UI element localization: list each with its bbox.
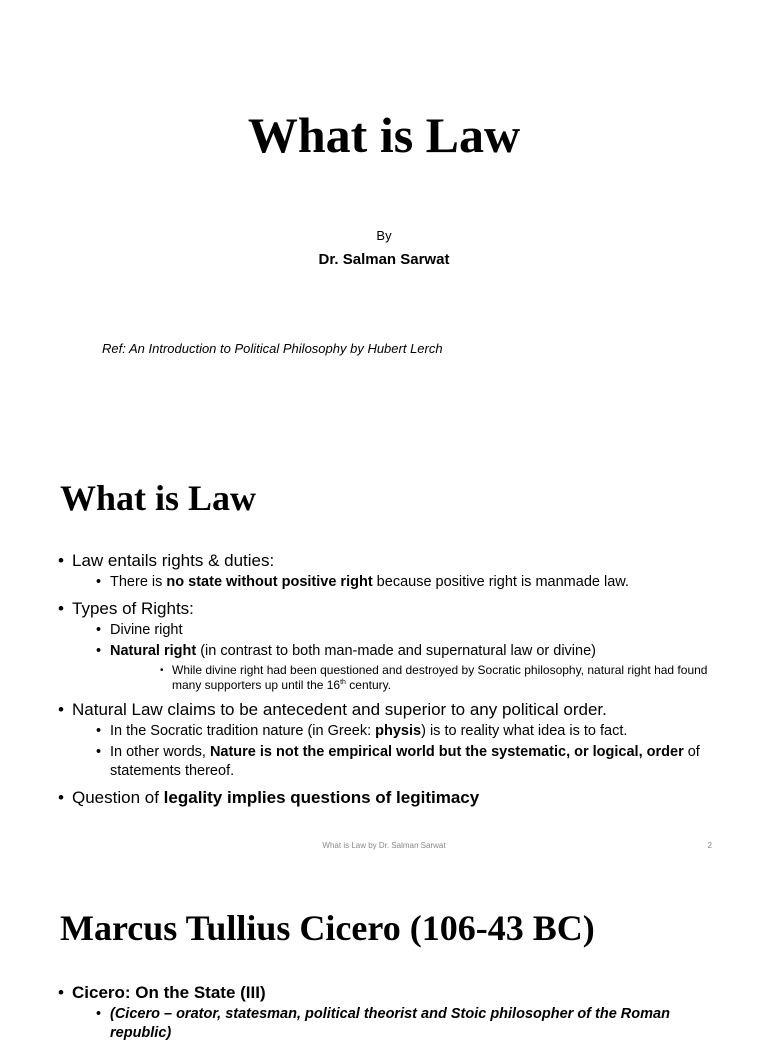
list-item	[160, 663, 718, 693]
slide-body	[58, 550, 718, 808]
bullet-text: In other words,	[110, 744, 210, 760]
bold-text: Natural right	[110, 643, 197, 659]
list-item	[96, 743, 718, 781]
bullet-list	[58, 982, 718, 1043]
slide-body	[58, 982, 718, 1043]
list-item	[58, 598, 718, 693]
bullet-text: Divine right	[110, 622, 183, 638]
bullet-text: There is	[110, 574, 167, 590]
bold-text: physis	[375, 723, 422, 739]
title-slide	[0, 0, 768, 432]
content-slide-2	[0, 432, 768, 864]
slide-title: Marcus Tullius Cicero (106-43 BC)	[60, 908, 595, 948]
bullet-text: of statements thereof.	[110, 744, 700, 779]
bullet-list	[58, 550, 718, 808]
list-item	[58, 787, 718, 808]
page-number: 2	[707, 841, 712, 850]
author-name: Dr. Salman Sarwat	[318, 251, 450, 268]
presentation-title: What is Law	[247, 107, 521, 163]
bullet-text: ) is to reality what idea is to fact.	[421, 723, 628, 739]
bold-italic-text: (Cicero – orator, statesman, political theorist and Stoic philosopher of the Roman republic)	[110, 1006, 670, 1041]
slide-footer: What is Law by Dr. Salman Sarwat	[322, 841, 446, 850]
content-slide-3	[0, 864, 768, 1041]
bullet-text: In the Socratic tradition nature (in Greek:	[110, 723, 376, 739]
bullet-text: Natural Law claims to be antecedent and superior to any political order.	[72, 700, 607, 719]
list-item	[96, 1005, 718, 1043]
bullet-text: While divine right had been questioned and destroyed by Socratic philosophy, natural right had found many supporters up until the 16	[172, 663, 708, 692]
bullet-text: because positive right is manmade law.	[372, 574, 629, 590]
list-item	[96, 722, 718, 741]
bullet-text: century.	[345, 678, 392, 692]
bullet-text: Types of Rights:	[72, 599, 194, 618]
bold-text: Cicero: On the State (III)	[72, 983, 266, 1002]
bullet-text: Law entails rights & duties:	[72, 551, 275, 570]
by-label: By	[376, 228, 392, 243]
bold-text: legality implies questions of legitimacy	[163, 788, 480, 807]
bold-text: Nature is not the empirical world but the systematic, or logical, order	[209, 744, 684, 760]
bold-text: no state without positive right	[166, 574, 373, 590]
slide-title: What is Law	[60, 478, 257, 518]
list-item	[96, 621, 718, 640]
list-item	[58, 550, 718, 592]
list-item	[58, 982, 718, 1043]
bullet-text: Question of	[72, 788, 164, 807]
list-item	[58, 699, 718, 781]
reference-text: Ref: An Introduction to Political Philosophy by Hubert Lerch	[102, 341, 443, 356]
list-item	[96, 642, 718, 693]
bullet-text: (in contrast to both man-made and supernatural law or divine)	[196, 643, 596, 659]
list-item	[96, 573, 718, 592]
superscript: th	[340, 679, 346, 686]
